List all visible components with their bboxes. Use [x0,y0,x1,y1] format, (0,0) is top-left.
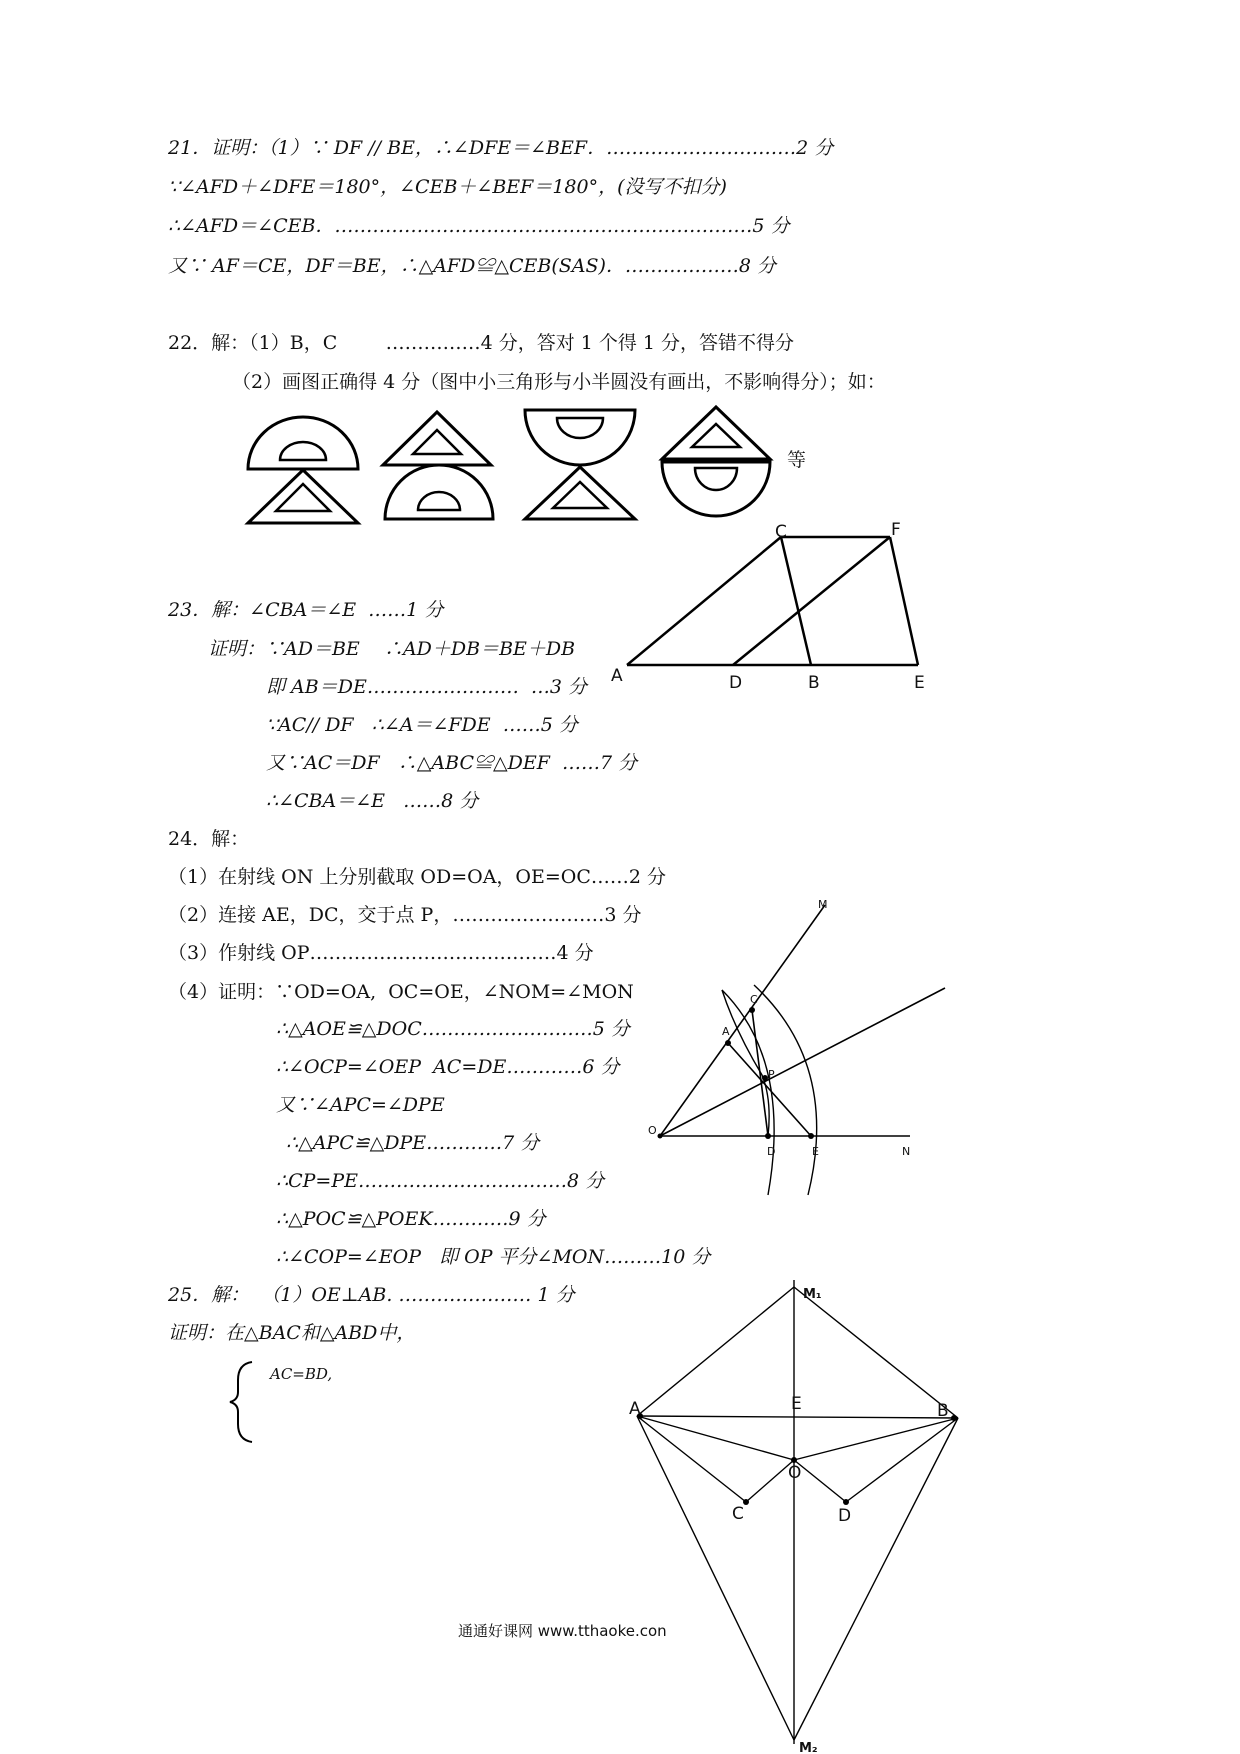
q24-label-d: D [767,1145,776,1158]
footer-watermark: 通通好课网 www.tthaoke.con [458,1622,667,1640]
q24-line-5: ∴△AOE≌△DOC………………………5 分 [276,1018,630,1040]
small-semicircle-2 [418,492,460,510]
q24-label-e: E [812,1145,819,1158]
q21-line-4: 又∵ AF＝CE，DF＝BE，∴△AFD≌△CEB(SAS)．………………8 分 [168,255,777,277]
q24-line-4: （4）证明：∵OD=OA, OC=OE，∠NOM=∠MON [168,981,634,1003]
q23-line-3: 即 AB＝DE…………………… …3 分 [266,676,588,698]
q24-line-9: ∴CP=PE……………………………8 分 [276,1170,605,1192]
triangle-3 [525,467,635,519]
q25-line-2: 证明：在△BAC和△ABD中， [168,1322,416,1344]
q24-line-10: ∴△POC≌△POEK…………9 分 [276,1208,546,1230]
q25-label-e: E [791,1394,802,1414]
small-semicircle-1 [280,442,326,460]
q23-label-d: D [729,673,743,693]
q24-label-m: M [818,898,828,911]
q24-line-11: ∴∠COP=∠EOP 即 OP 平分∠MON………10 分 [276,1246,711,1268]
q25-label-b: B [937,1401,949,1421]
q24-line-6: ∴∠OCP=∠OEP AC=DE…………6 分 [276,1056,620,1078]
triangle-1 [248,470,358,523]
q22-line-1: 22．解：（1）B，C ……………4 分，答对 1 个得 1 分，答错不得分 [168,332,795,354]
q21-line-1: 21．证明：（1）∵ DF // BE，∴∠DFE＝∠BEF．…………………………2 分 [168,137,834,159]
q23-label-b: B [808,673,820,693]
q25-line-3: AC=BD, [270,1365,333,1383]
triangle-4 [662,407,770,459]
q24-line-3: （3）作射线 OP…………………………………4 分 [168,942,594,964]
q25-figure [637,1280,958,1744]
q23-line-2: 证明：∵AD＝BE ∴AD＋DB＝BE＋DB [208,638,576,660]
q23-line-6: ∴∠CBA＝∠E ……8 分 [266,790,479,812]
q24-line-2: （2）连接 AE，DC，交于点 P，……………………3 分 [168,904,642,926]
q23-line-4: ∵AC// DF ∴∠A＝∠FDE ……5 分 [266,714,578,736]
q25-label-c: C [732,1504,744,1524]
q24-line-8: ∴△APC≌△DPE…………7 分 [286,1132,540,1154]
q24-label-c: C [750,993,758,1006]
q24-label-a: A [722,1025,730,1038]
q25-brace [230,1362,252,1442]
q25-label-m1: M₁ [803,1287,822,1302]
q24-label-o: O [648,1124,657,1137]
small-semicircle-3 [557,418,603,438]
q22-line-2: （2）画图正确得 4 分（图中小三角形与小半圆没有画出，不影响得分）；如： [232,371,886,393]
q23-label-f: F [891,520,901,540]
q24-line-0: 24．解： [168,828,250,850]
q25-line-1: 25．解： （1）OE⊥AB. ………………… 1 分 [168,1284,575,1306]
triangle-2 [383,412,491,465]
q25-label-d: D [838,1506,852,1526]
q24-label-n: N [902,1145,911,1158]
q24-line-7: 又∵∠APC=∠DPE [276,1094,445,1116]
q25-label-a: A [629,1399,641,1419]
q23-label-a: A [611,666,623,686]
small-triangle-4 [692,424,740,447]
q22-figures [248,407,770,523]
q25-label-o: O [788,1463,802,1483]
q23-figure [627,537,918,665]
q24-line-1: （1）在射线 ON 上分别截取 OD=OA，OE=OC……2 分 [168,866,667,888]
q21-line-3: ∴∠AFD＝∠CEB．…………………………………………………………5 分 [168,215,790,237]
q24-label-p: P [768,1068,775,1081]
q22-etc: 等 [787,449,807,471]
q25-label-m2: M₂ [799,1741,818,1754]
q23-label-e: E [914,673,925,693]
q23-line-5: 又∵AC＝DF ∴△ABC≌△DEF ……7 分 [266,752,638,774]
q21-line-2: ∵∠AFD＋∠DFE＝180°，∠CEB＋∠BEF＝180°，(没写不扣分) [168,176,727,198]
q23-line-1: 23．解：∠CBA＝∠E ……1 分 [168,599,444,621]
small-semicircle-4 [695,468,737,490]
q23-label-c: C [775,522,787,542]
small-triangle-2 [413,430,461,454]
